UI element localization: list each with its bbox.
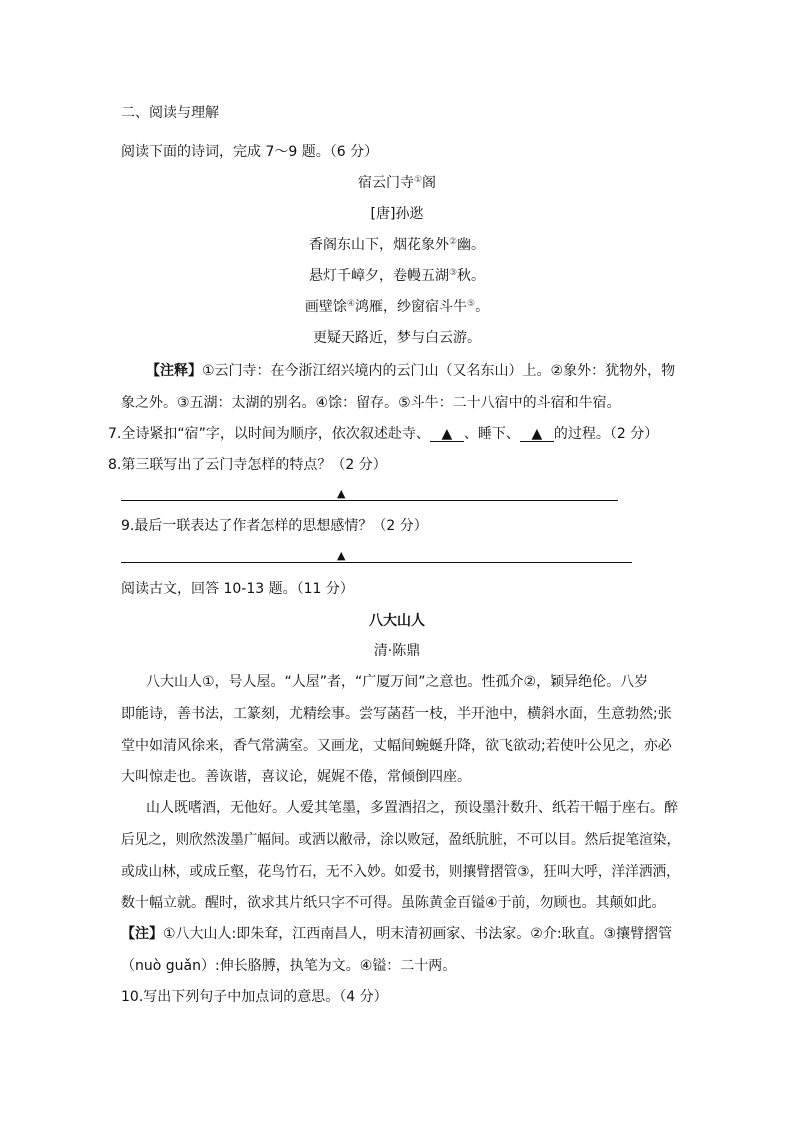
- note-label: 【注】: [121, 926, 163, 942]
- prose-line: 或成山林，或成丘壑，花鸟竹石，无不入妙。如爱书，则攘臂摺管③，狂叫大呼，洋洋洒洒，: [121, 864, 680, 880]
- prose-instructions: 阅读古文，回答 10-13 题。（11 分）: [121, 581, 354, 597]
- prose-title: 八大山人: [369, 613, 425, 629]
- question-10: 10.写出下列句子中加点词的意思。（4 分）: [121, 989, 388, 1005]
- poem-line: 香阁东山下，烟花象外②幽。: [308, 237, 486, 253]
- answer-marker: ▲: [337, 549, 346, 562]
- question-9: 9.最后一联表达了作者怎样的思想感情？（2 分）: [121, 518, 428, 534]
- poem-title: 宿云门寺①阁: [357, 175, 437, 191]
- poem-line: 更疑天路近，梦与白云游。: [313, 330, 481, 346]
- prose-line: 大叫惊走也。善诙谐，喜议论，娓娓不倦，常倾倒四座。: [121, 769, 471, 785]
- question-8: 8.第三联写出了云门寺怎样的特点？（2 分）: [108, 457, 387, 473]
- prose-line: 数十幅立就。醒时，欲求其片纸只字不可得。虽陈黄金百镒④于前，勿顾也。其颠如此。: [121, 895, 666, 911]
- section-title: 二、阅读与理解: [121, 105, 219, 121]
- prose-line: 堂中如清风徐来，香气常满室。又画龙，丈幅间蜿蜒升降，欲飞欲动;若使叶公见之，亦必: [121, 738, 672, 754]
- poem-line: 画壁馀④鸿雁，纱窗宿斗牛⑤。: [304, 299, 490, 315]
- poem-instructions: 阅读下面的诗词，完成 7～9 题。（6 分）: [121, 144, 379, 160]
- answer-line[interactable]: [121, 500, 618, 501]
- prose-line: 八大山人①，号人屋。“人屋”者，“广厦万间”之意也。性孤介②，颖异绝伦。八岁: [146, 674, 649, 690]
- note-label: 【注释】: [146, 363, 202, 379]
- poem-line: 悬灯千嶂夕，卷幔五湖③秋。: [308, 268, 486, 284]
- prose-line: 后见之，则欣然泼墨广幅间。或洒以敝帚，涂以败冠，盈纸肮脏，不可以目。然后捉笔渲染，: [121, 832, 681, 848]
- answer-line[interactable]: [121, 562, 632, 563]
- answer-blank[interactable]: ▲: [430, 427, 464, 442]
- answer-blank[interactable]: ▲: [520, 427, 554, 442]
- prose-note-line: 【注】①八大山人:即朱耷，江西南昌人，明末清初画家、书法家。②介:耿直。③攘臂摺管: [121, 926, 673, 942]
- prose-line: 山人既嗜酒，无他好。人爱其笔墨，多置酒招之，预设墨汁数升、纸若干幅于座右。醉: [146, 800, 678, 816]
- poem-note-line: 象之外。③五湖：太湖的别名。④馀：留存。⑤斗牛：二十八宿中的斗宿和牛宿。: [121, 395, 621, 411]
- poem-note-line: 【注释】①云门寺：在今浙江绍兴境内的云门山（又名东山）上。②象外：犹物外，物: [146, 363, 676, 379]
- prose-note-line: （nuò guǎn）:伸长胳膊，执笔为文。④镒：二十两。: [121, 958, 457, 974]
- answer-marker: ▲: [337, 487, 346, 500]
- question-7: 7.全诗紧扣“宿”字，以时间为顺序，依次叙述赴寺、 ▲ 、睡下、 ▲ 的过程。（2 分）: [108, 426, 659, 442]
- prose-author: 清·陈鼎: [373, 643, 421, 659]
- prose-line: 即能诗，善书法，工篆刻，尤精绘事。尝写菡萏一枝，半开池中，横斜水面，生意勃然;张: [121, 706, 672, 722]
- poem-author: [唐]孙逖: [370, 206, 424, 222]
